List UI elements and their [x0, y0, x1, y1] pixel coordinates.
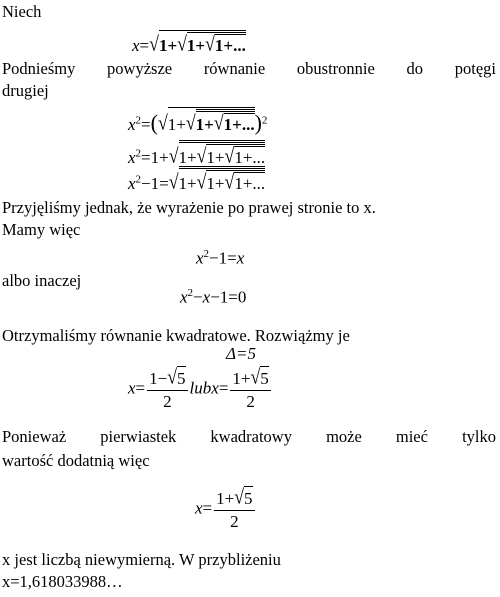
equation-1: x=√1+√1+√1+... — [132, 32, 246, 55]
text-otrzymalismy: Otrzymaliśmy równanie kwadratowe. Rozwiążmy je — [2, 326, 350, 345]
equation-3: $x^2=1+√1+√1+√1+$... — [128, 140, 265, 168]
text-poniewaz-line1: Ponieważ pierwiastek kwadratowy może mieć tylko — [2, 427, 496, 446]
equation-final: x= $\frac{1+√5}{2}$ — [195, 484, 253, 531]
text-podniesmy-line1: Podnieśmy powyższe równanie obustronnie do potęgi — [2, 59, 496, 78]
equation-2: $x^2=(√1+√1+√1+...)^2$ — [128, 107, 267, 135]
equation-roots: x= $\frac{1-√5}{2}$ lubx= $\frac{1+√5}{2}$ — [128, 364, 269, 411]
text-niech: Niech — [2, 2, 42, 21]
text-albo-inaczej: albo inaczej — [2, 271, 82, 290]
equation-5: $x^2-1=x$ — [196, 248, 245, 268]
text-podniesmy-line2: drugiej — [2, 81, 49, 100]
text-przyjelismy-line1: Przyjęliśmy jednak, że wyrażenie po prawej stronie to x. — [2, 198, 376, 217]
text-niewymierna-line1: x jest liczbą niewymierną. W przybliżeniu — [2, 550, 281, 569]
text-przyjelismy-line2: Mamy więc — [2, 220, 81, 239]
text-niewymierna-line2: x=1,618033988… — [2, 572, 123, 591]
equation-6: $x^2-x-1=0$ — [180, 287, 247, 307]
text-poniewaz-line2: wartość dodatnią więc — [2, 451, 150, 470]
equation-delta: Δ=5 — [226, 344, 256, 363]
equation-4: $x^2-1=√1+√1+√1+$... — [128, 166, 265, 194]
